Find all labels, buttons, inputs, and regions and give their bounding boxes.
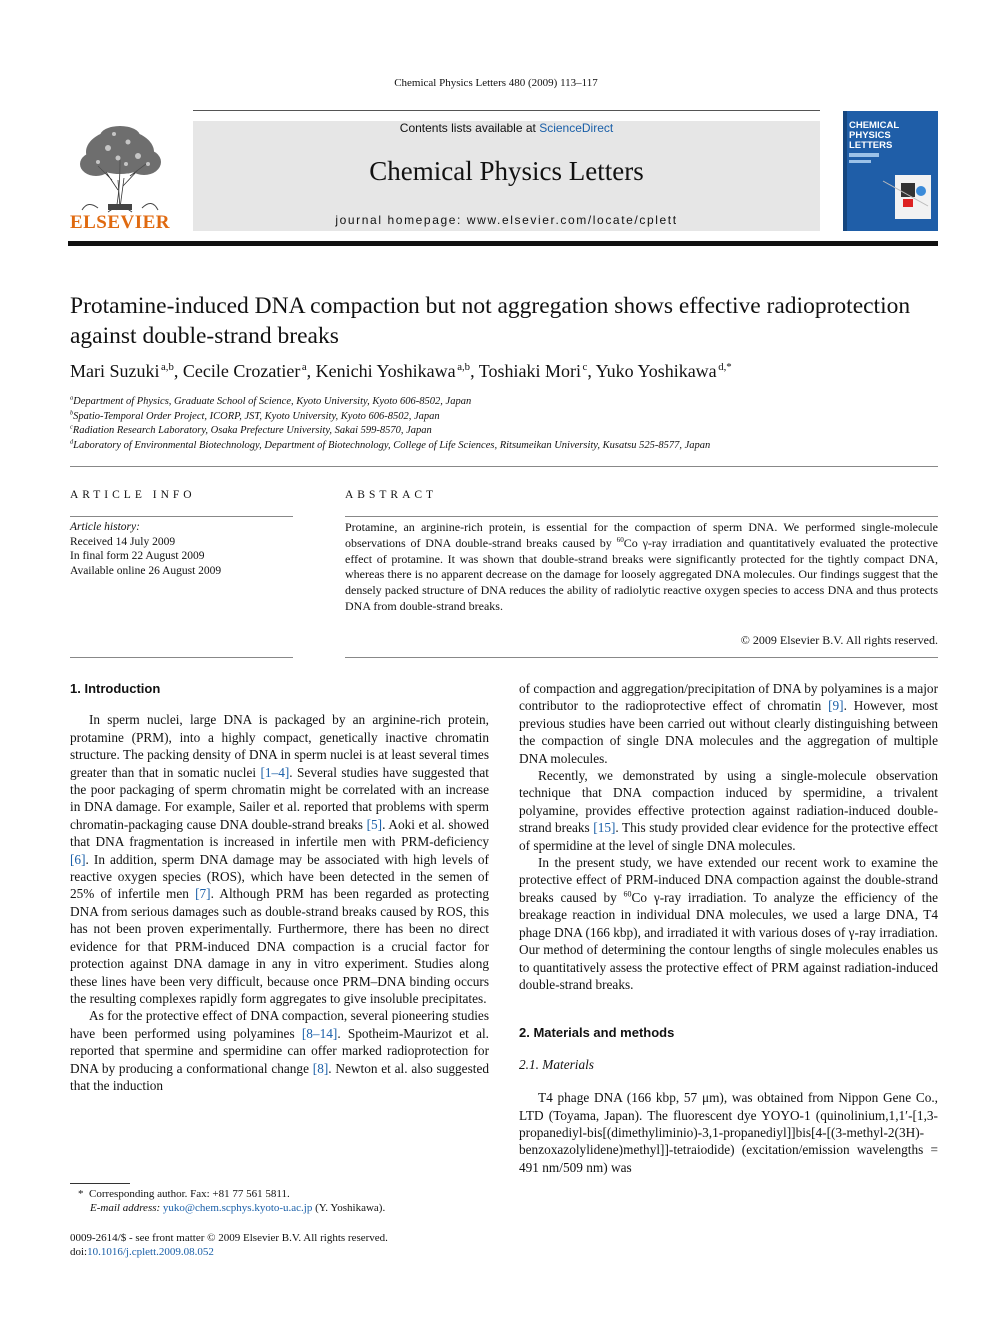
citation-link[interactable]: [1–4] xyxy=(260,764,290,780)
citation-link[interactable]: [5] xyxy=(366,816,383,832)
abstract-body: Protamine, an arginine-rich protein, is essential for the compaction of sperm DNA. We performed single-molecule observations of DNA double-strand breaks caused by $^{60}$Co γ-ray irradiation and quantitatively evaluated the protective effect of protamine. It was shown that double-strand breaks were significantly protected for the tightly compact DNA, whereas there is no apparent decrease on the damage for loosely aggregated DNA molecules. Our findings suggest that the densely packed structure of DNA reduces the ability of radiolytic reactive oxygen species to access DNA and thus protects DNA from double-strand breaks. xyxy=(345,520,938,613)
footnote-rule xyxy=(70,1183,130,1184)
section-heading-methods: 2. Materials and methods xyxy=(519,1025,675,1041)
affiliation: $^d$Laboratory of Environmental Biotechnology, Department of Biotechnology, College of Life Sciences, Ritsumeikan University, Kusatsu 525-8577, Japan xyxy=(70,438,711,451)
citation-link[interactable]: [7] xyxy=(195,886,211,902)
corresponding-author-footnote: * Corresponding author. Fax: +81 77 561 5811. E-mail address: yuko@chem.scphys.kyoto-u.ac.jp (Y. Yoshikawa). xyxy=(78,1188,386,1214)
cover-title: CHEMICAL PHYSICS LETTERS xyxy=(849,120,900,151)
article-info-heading: ARTICLE INFO xyxy=(70,489,196,501)
received-date: Received 14 July 2009 xyxy=(70,535,176,548)
abstract-rule xyxy=(345,516,938,517)
journal-homepage[interactable]: journal homepage: www.elsevier.com/locate/cplett xyxy=(335,213,678,227)
author[interactable]: Yuko Yoshikawa $^{d,*}$ xyxy=(595,361,732,381)
doi-link[interactable]: 10.1016/j.cplett.2009.08.052 xyxy=(87,1246,214,1258)
email-link[interactable]: yuko@chem.scphys.kyoto-u.ac.jp xyxy=(162,1202,313,1214)
sciencedirect-link[interactable]: ScienceDirect xyxy=(539,121,614,135)
paragraph: Recently, we demonstrated by using a single-molecule observation technique that DNA compaction induced by spermidine, a trivalent polyamine, provides effective protection against radiation-induced double-strand breaks [15]. This study provided clear evidence for the protective effect of spermidine at the level of single DNA molecules. xyxy=(519,768,938,853)
online-date: Available online 26 August 2009 xyxy=(70,564,222,577)
abstract-heading: ABSTRACT xyxy=(345,489,438,501)
author[interactable]: Kenichi Yoshikawa $^{a,b}$ xyxy=(315,361,471,381)
body-column-left xyxy=(70,680,489,1094)
copyright-notice: © 2009 Elsevier B.V. All rights reserved. xyxy=(740,633,938,647)
affiliations xyxy=(70,395,940,453)
revised-date: In final form 22 August 2009 xyxy=(70,550,205,562)
contents-available-line xyxy=(193,121,820,135)
article-title: Protamine-induced DNA compaction but not aggregation shows effective radioprotection against double-strand breaks xyxy=(70,293,911,349)
contents-prefix: Contents lists available at xyxy=(399,121,540,135)
abstract-bottom-rule xyxy=(345,657,938,658)
paragraph: In the present study, we have extended our recent work to examine the protective effect of PRM-induced DNA compaction against the double-strand breaks caused by $^{60}$Co γ-ray irradiation. To analyze the efficiency of the breakage reaction in individual DNA molecules, we used a large DNA, T4 phage DNA (166 kbp), and irradiated it with various doses of γ-ray irradiation. Our method of determining the contour lengths of single molecules enables us to quantitatively assess the protective effect of PRM against radiation-induced double-strand breaks. xyxy=(519,855,938,992)
affiliation: $^b$Spatio-Temporal Order Project, ICORP, JST, Kyoto University, Kyoto 606-8502, Japan xyxy=(70,409,440,422)
history-label: Article history: xyxy=(70,521,140,533)
doi-line: doi:10.1016/j.cplett.2009.08.052 xyxy=(70,1246,214,1258)
citation-link[interactable]: [15] xyxy=(593,820,616,836)
paragraph: In sperm nuclei, large DNA is packaged by an arginine-rich protein, protamine (PRM), into a highly compact, genetically inactive chromatin structure. The packing density of DNA in sperm nuclei is at least several times greater than that in somatic nuclei [1–4]. Several studies have suggested that the poor packaging of sperm chromatin might be correlated with an increase in DNA damage. For example, Sailer et al. reported that problems with sperm chromatin-packaging cause DNA double-strand breaks [5]. Aoki et al. showed that DNA fragmentation is increased in infertile men with PRM-deficiency [6]. In addition, sperm DNA damage may be associated with high levels of reactive oxygen species (ROS), which have been detected in the semen of 25% of infertile men [7]. Although PRM has been regarded as protecting DNA from serious damages such as double-strand breaks caused by ROS, this has not been proven experimentally. Furthermore, there has been no direct evidence for that PRM-induced DNA compaction is a crucial factor for protection against DNA damage in any in vitro experiment. Studies along these lines have been very difficult, because once PRM–DNA binding occurs the resulting complexes rapidly form aggregates to give insoluble precipitates. xyxy=(70,712,490,1006)
cover-artwork xyxy=(843,111,938,231)
author[interactable]: Cecile Crozatier $^a$ xyxy=(182,361,307,381)
journal-cover-thumbnail[interactable] xyxy=(843,111,938,231)
citation-link[interactable]: [6] xyxy=(70,851,86,867)
author-list: Mari Suzuki $^{a,b}$, Cecile Crozatier $^a$, Kenichi Yoshikawa $^{a,b}$, Toshiaki Mori $^c$, Yuko Yoshikawa $^{d,*}$ xyxy=(70,361,732,381)
paragraph: T4 phage DNA (166 kbp, 57 μm), was obtained from Nippon Gene Co., LTD (Toyama, Japan). The fluorescent dye YOYO-1 (quinolinium,1,1′-[1,3-propanediyl-bis[(dimethyliminio)-3,1-propanediyl]]bis[4-[(3-methyl-2(3H)-benzoxazolylidene)methyl]]-tetraiodide) (excitation/emission wavelengths = 491 nm/509 nm) was xyxy=(519,1090,938,1175)
citation-link[interactable]: [8–14] xyxy=(301,1025,338,1041)
author[interactable]: Mari Suzuki $^{a,b}$ xyxy=(70,361,174,381)
journal-name: Chemical Physics Letters xyxy=(369,156,644,186)
citation-link[interactable]: [8] xyxy=(312,1060,329,1076)
body-column-right xyxy=(519,680,938,1176)
article-info-bottom-rule xyxy=(70,657,293,658)
affiliations-rule xyxy=(70,466,938,467)
subsection-heading-materials: 2.1. Materials xyxy=(519,1056,594,1072)
affiliation: $^a$Department of Physics, Graduate School of Science, Kyoto University, Kyoto 606-8502, Japan xyxy=(70,394,472,407)
paragraph: of compaction and aggregation/precipitation of DNA by polyamines is a major contributor to the radioprotective effect of chromatin [9]. However, most previous studies have been carried out without clearly distinguishing between the compaction of single DNA molecules and the aggregation of multiple DNA molecules. xyxy=(519,681,938,766)
author[interactable]: Toshiaki Mori $^c$ xyxy=(478,361,588,381)
section-heading-introduction: 1. Introduction xyxy=(70,681,161,696)
article-info-rule xyxy=(70,516,293,517)
elsevier-wordmark: ELSEVIER xyxy=(69,212,171,233)
publication-meta xyxy=(70,1231,489,1259)
article-history xyxy=(70,520,293,578)
paragraph: As for the protective effect of DNA compaction, several pioneering studies have been performed using polyamines [8–14]. Spotheim-Maurizot et al. reported that spermine and spermidine can offer marked radioprotection for DNA by producing a conformational change [8]. Newton et al. also suggested that the induction xyxy=(70,1008,489,1093)
affiliation: $^c$Radiation Research Laboratory, Osaka Prefecture University, Sakai 599-8570, Japan xyxy=(70,423,432,436)
citation-link[interactable]: [9] xyxy=(828,698,844,714)
header-thick-rule xyxy=(68,241,938,246)
issn-line: 0009-2614/$ - see front matter © 2009 Elsevier B.V. All rights reserved. xyxy=(70,1232,388,1244)
running-head: Chemical Physics Letters 480 (2009) 113–117 xyxy=(394,77,598,89)
header-top-rule xyxy=(193,110,820,111)
